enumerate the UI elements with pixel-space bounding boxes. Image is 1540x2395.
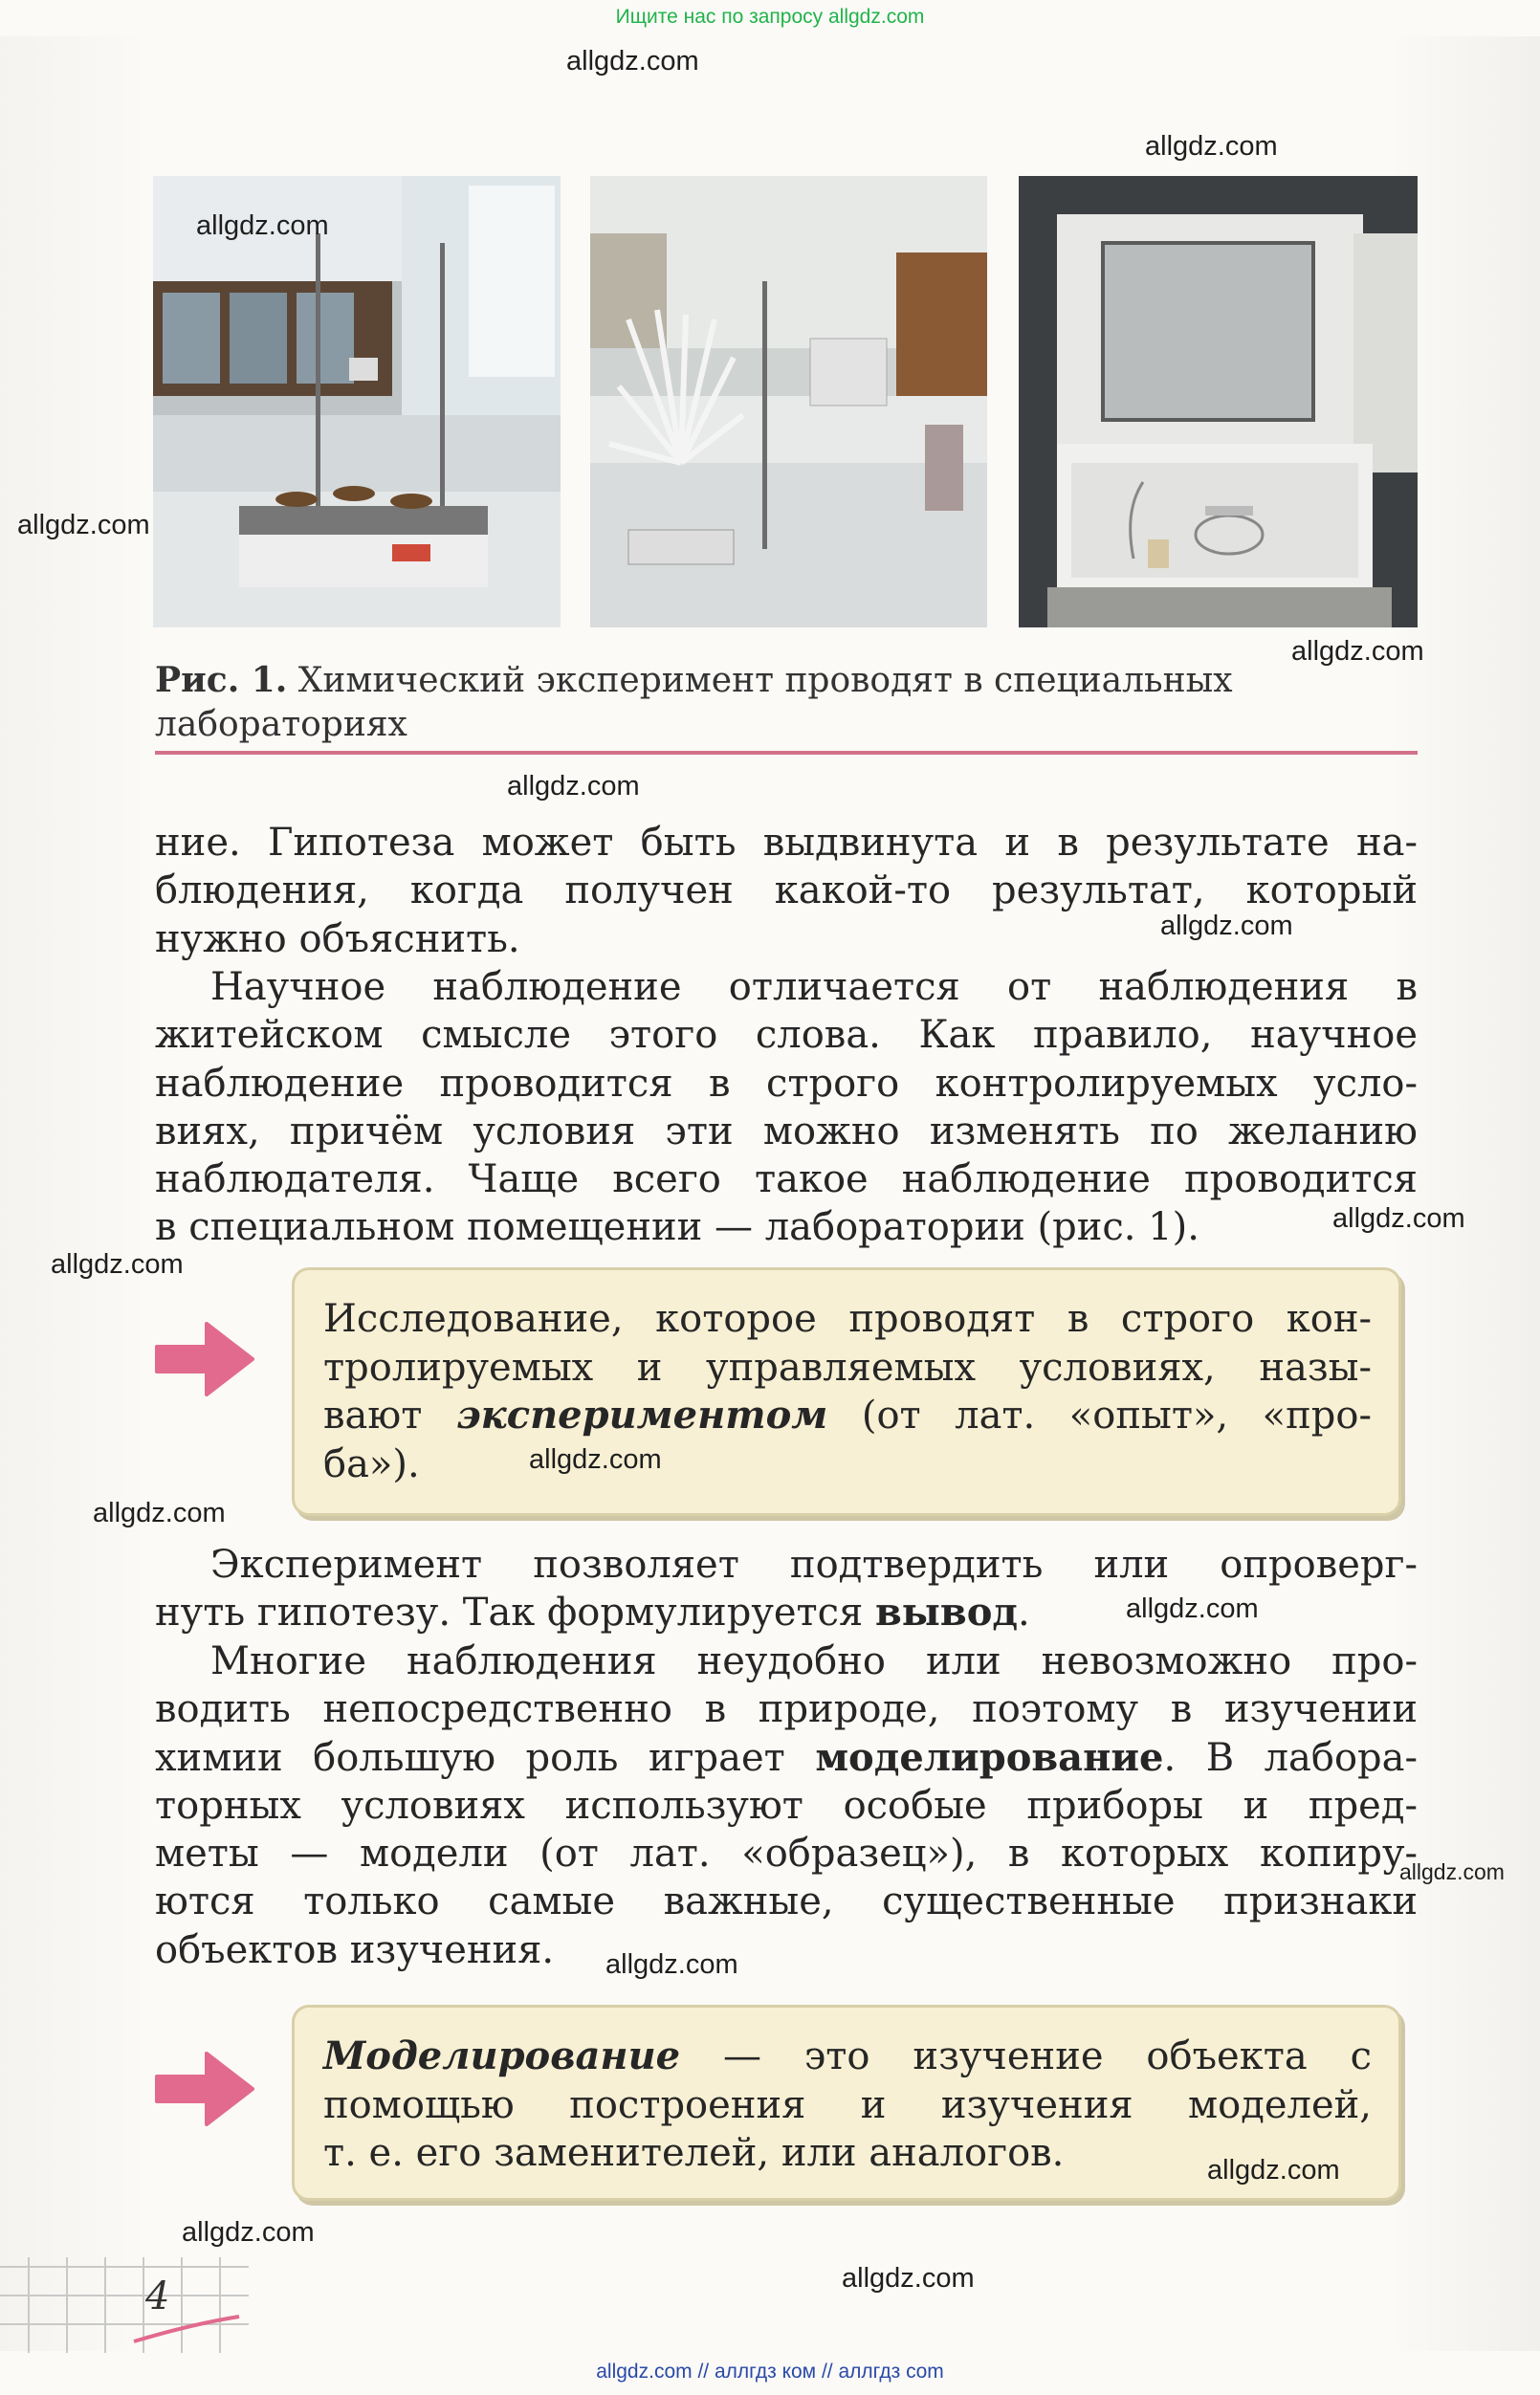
- watermark: allgdz.com: [1332, 1203, 1465, 1234]
- bottom-banner[interactable]: allgdz.com // аллгдз ком // аллгдз com: [596, 2361, 944, 2383]
- term-experiment: экспериментом: [455, 1393, 828, 1438]
- lab-photo-1-illustration: [153, 176, 561, 627]
- watermark: allgdz.com: [17, 510, 150, 540]
- watermark: allgdz.com: [196, 210, 329, 241]
- watermark: allgdz.com: [529, 1444, 662, 1475]
- watermark: allgdz.com: [566, 46, 699, 77]
- watermark: allgdz.com: [507, 771, 640, 802]
- lab-photo-1: [153, 176, 561, 627]
- text-line: блюдения, когда получен какой-то результат, который: [155, 868, 1418, 913]
- lab-photo-3-illustration: [1019, 176, 1418, 627]
- term-modeling: моделирование: [815, 1734, 1164, 1780]
- top-banner[interactable]: Ищите нас по запросу allgdz.com: [615, 6, 925, 28]
- definition-text: вают: [323, 1394, 456, 1438]
- text-line: Научное наблюдение отличается от наблюдения в: [210, 965, 1418, 1009]
- watermark: allgdz.com: [1399, 1859, 1505, 1884]
- text-line: торных условиях используют особые приборы и пред-: [155, 1783, 1418, 1828]
- figure-caption: [155, 658, 1418, 747]
- definition-line: Исследование, которое проводят в строго кон-: [323, 1297, 1372, 1341]
- text-line: наблюдение проводится в строго контролируемых усло-: [155, 1061, 1418, 1106]
- text-line: объектов изучения.: [155, 1927, 555, 1972]
- text-line: нужно объяснить.: [155, 916, 520, 961]
- definition-line: помощью построения и изучения моделей,: [323, 2082, 1372, 2127]
- text-fragment: нуть гипотезу. Так формулируется: [155, 1591, 876, 1636]
- pink-arrow-icon: [151, 1318, 258, 1400]
- text-line: ние. Гипотеза может быть выдвинута и в результате на-: [155, 821, 1418, 865]
- figure-caption-line1: Химический эксперимент проводят в специальных: [297, 661, 1233, 700]
- definition-line: ба»).: [323, 1441, 420, 1486]
- text-line: водить непосредственно в природе, поэтому в изучении: [155, 1687, 1418, 1732]
- text-line: наблюдателя. Чаще всего такое наблюдение проводится: [155, 1157, 1418, 1202]
- figure-label: Рис. 1.: [155, 660, 288, 700]
- watermark: allgdz.com: [1291, 636, 1424, 667]
- watermark: allgdz.com: [51, 1249, 184, 1280]
- text-line: в специальном помещении — лаборатории (рис. 1).: [155, 1205, 1199, 1250]
- paragraph-modeling: [155, 1637, 1418, 1974]
- definition-line: [323, 1392, 1372, 1440]
- watermark: allgdz.com: [1207, 2155, 1340, 2186]
- term-conclusion: вывод: [875, 1590, 1019, 1636]
- watermark: allgdz.com: [1145, 131, 1278, 162]
- definition-line: т. е. его заменителей, или аналогов.: [323, 2131, 1065, 2175]
- term-modeling-def: Моделирование: [323, 2033, 681, 2078]
- definition-experiment: [292, 1267, 1401, 1516]
- lab-photo-2: [590, 176, 987, 627]
- caption-divider: [155, 751, 1418, 755]
- watermark: allgdz.com: [182, 2217, 315, 2248]
- text-line: Эксперимент позволяет подтвердить или опроверг-: [210, 1543, 1418, 1587]
- text-line: ются только самые важные, существенные признаки: [155, 1879, 1418, 1924]
- definition-line: тролируемых и управляемых условиях, назы-: [323, 1345, 1372, 1390]
- text-line: [155, 1734, 1418, 1782]
- page-grid-decoration: [0, 2257, 258, 2353]
- watermark: allgdz.com: [1126, 1593, 1259, 1624]
- text-line: меты — модели (от лат. «образец»), в которых копиру-: [155, 1832, 1418, 1877]
- watermark: allgdz.com: [605, 1949, 738, 1980]
- text-fragment: . В лабора-: [1163, 1735, 1418, 1780]
- text-fragment: .: [1018, 1591, 1030, 1636]
- definition-text: (от лат. «опыт», «про-: [827, 1394, 1372, 1438]
- figure-caption-line2: лабораториях: [155, 705, 407, 744]
- lab-photo-3: [1019, 176, 1418, 627]
- pink-arrow-icon: [151, 2048, 258, 2130]
- lab-photo-2-illustration: [590, 176, 987, 627]
- watermark: allgdz.com: [1160, 911, 1293, 941]
- page-number: 4: [145, 2274, 170, 2318]
- text-line: житейском смысле этого слова. Как правило, научное: [155, 1013, 1418, 1058]
- text-line: Многие наблюдения неудобно или невозможно про-: [210, 1639, 1418, 1683]
- text-fragment: химии большую роль играет: [155, 1735, 816, 1780]
- text-line: виях, причём условия эти можно изменять по желанию: [155, 1109, 1418, 1154]
- watermark: allgdz.com: [842, 2263, 975, 2294]
- watermark: allgdz.com: [93, 1498, 226, 1528]
- definition-text: — это изучение объекта с: [680, 2034, 1372, 2078]
- paragraph-observation: [155, 963, 1418, 1252]
- definition-line: [323, 2032, 1372, 2081]
